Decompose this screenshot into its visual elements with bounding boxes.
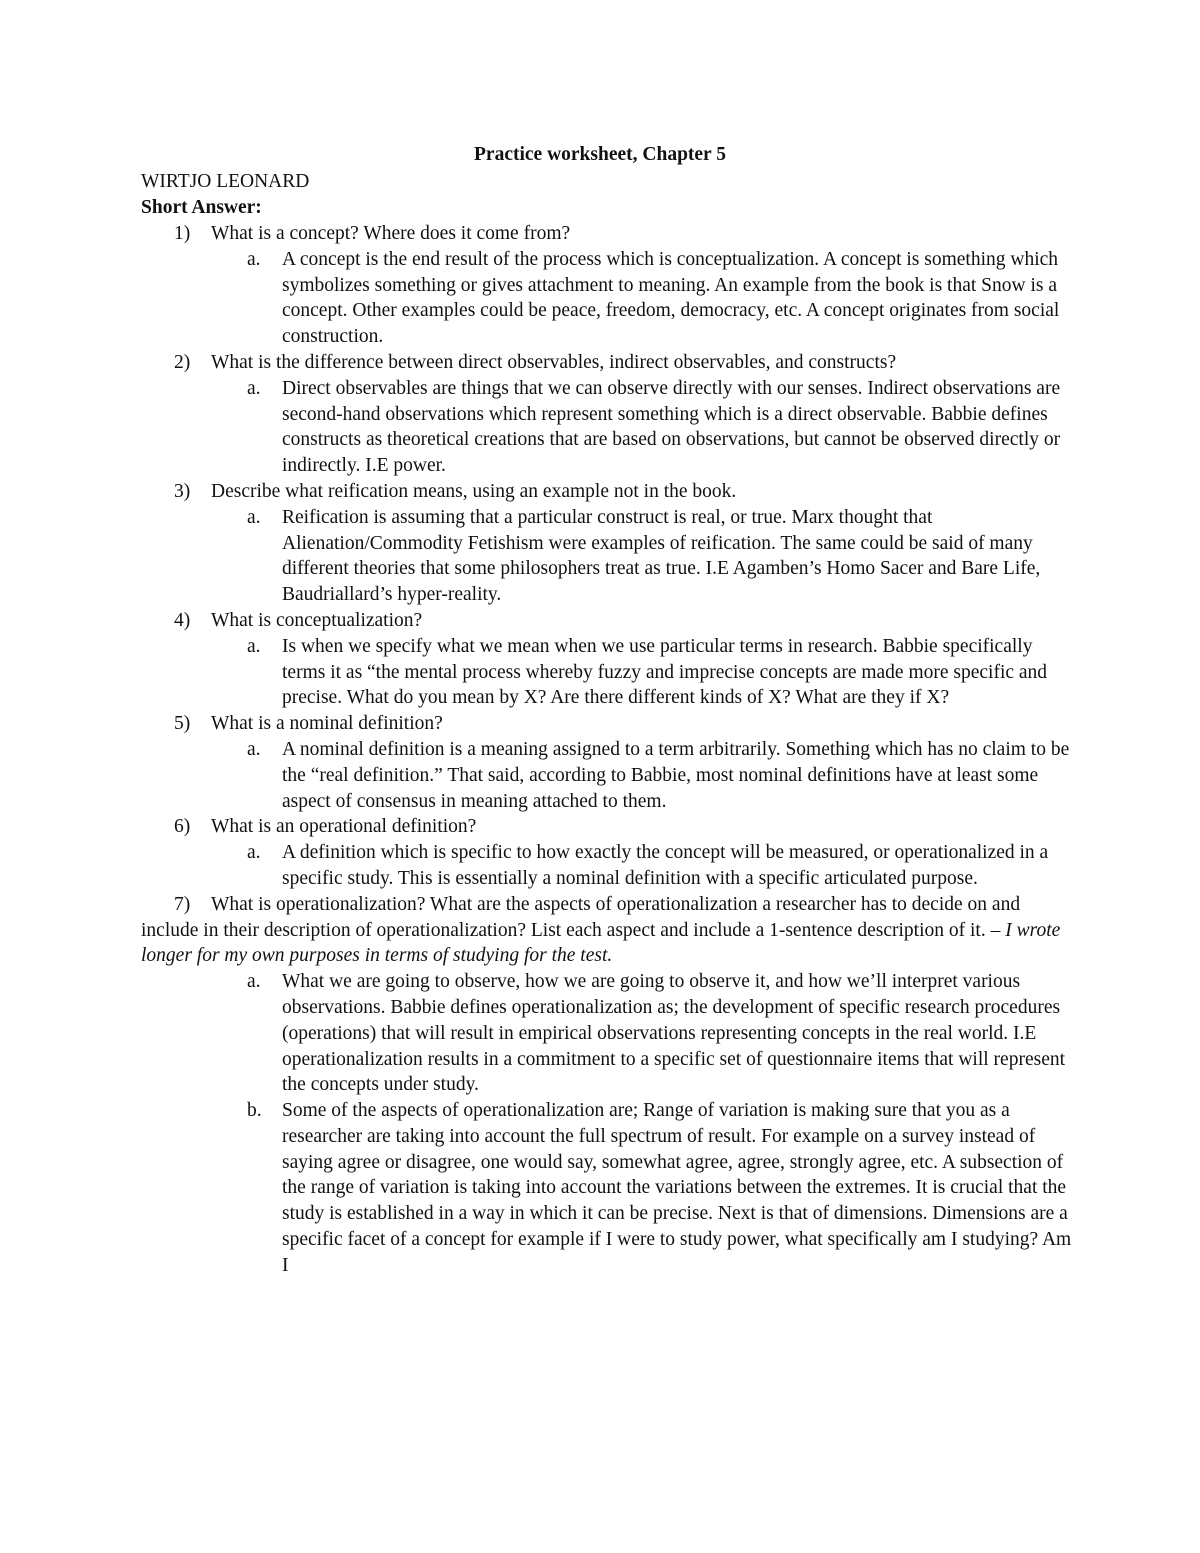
author-name: WIRTJO LEONARD bbox=[141, 171, 310, 192]
answer-letter: b. bbox=[247, 1100, 262, 1122]
answer-item bbox=[211, 634, 1076, 711]
question-number: 1) bbox=[174, 223, 191, 244]
question-text: What is a nominal definition? bbox=[211, 713, 443, 735]
answer-list bbox=[211, 247, 1076, 350]
answer-item bbox=[211, 505, 1076, 608]
answer-list bbox=[211, 969, 1076, 1279]
answer-text: Some of the aspects of operationalization are; Range of variation is making sure that you as a researcher are taking into account the full spectrum of result. For example on a survey instead of saying agree or disagree, one would say, somewhat agree, agree, strongly agree, etc. A subsection of the range of variation is taking into account the variations between the extremes. It is crucial that the study is established in a way in which it can be precise. Next is that of dimensions. Dimensions are a specific facet of a concept for example if I were to study power, what specifically am I studying? Am I bbox=[282, 1100, 1072, 1276]
question-number: 3) bbox=[174, 480, 191, 502]
question-list bbox=[141, 221, 1076, 1279]
answer-item bbox=[211, 840, 1076, 892]
question-text: What is a concept? Where does it come from? bbox=[211, 223, 571, 244]
section-heading: Short Answer: bbox=[141, 197, 262, 218]
answer-item bbox=[211, 376, 1076, 479]
question-text: What is conceptualization? bbox=[211, 609, 423, 631]
answer-list bbox=[211, 634, 1076, 711]
answer-text: A concept is the end result of the process which is conceptualization. A concept is something which symbolizes something or gives attachment to meaning. An example from the book is that Snow is a concept. Other examples could be peace, freedom, democracy, etc. A concept originates from social construction. bbox=[282, 248, 1060, 348]
question-text: Describe what reification means, using an example not in the book. bbox=[211, 480, 737, 502]
question-item bbox=[141, 350, 1076, 479]
answer-list bbox=[211, 376, 1076, 479]
answer-letter: a. bbox=[247, 738, 261, 760]
answer-list bbox=[211, 505, 1076, 608]
answer-item bbox=[211, 969, 1076, 1098]
question-number: 2) bbox=[174, 351, 191, 373]
question-item bbox=[141, 479, 1076, 608]
answer-text: A nominal definition is a meaning assigned to a term arbitrarily. Something which has no claim to be the “real definition.” That said, according to Babbie, most nominal definitions have at least some aspect of consensus in meaning attached to them. bbox=[282, 738, 1070, 812]
question-item bbox=[141, 711, 1076, 814]
answer-text: What we are going to observe, how we are going to observe it, and how we’ll interpret various observations. Babbie defines operationalization as; the development of specific research procedures (operations) that will result in empirical observations representing concepts in the real world. I.E operationalization results in a commitment to a specific set of questionnaire items that will represent the concepts under study. bbox=[282, 971, 1066, 1096]
answer-item bbox=[211, 247, 1076, 350]
answer-letter: a. bbox=[247, 248, 261, 270]
answer-letter: a. bbox=[247, 377, 261, 399]
question-text bbox=[141, 892, 1076, 969]
question-main-text: What is operationalization? What are the aspects of operationalization a researcher has to decide on and include in their description of operationalization? List each aspect and include a 1-sentence description of it. – bbox=[141, 893, 1021, 941]
answer-letter: a. bbox=[247, 506, 261, 528]
answer-item bbox=[211, 737, 1076, 814]
answer-letter: a. bbox=[247, 635, 261, 657]
document-title: Practice worksheet, Chapter 5 bbox=[474, 144, 726, 165]
question-number: 6) bbox=[174, 816, 191, 838]
question-text: What is the difference between direct observables, indirect observables, and constructs? bbox=[211, 351, 897, 373]
answer-list bbox=[211, 737, 1076, 814]
question-item bbox=[141, 814, 1076, 891]
question-number: 5) bbox=[174, 713, 191, 735]
answer-item bbox=[211, 1098, 1076, 1279]
question-item bbox=[141, 221, 1076, 350]
answer-letter: a. bbox=[247, 842, 261, 864]
answer-letter: a. bbox=[247, 971, 261, 993]
question-number: 7) bbox=[174, 893, 191, 915]
question-number: 4) bbox=[174, 609, 191, 631]
answer-text: Direct observables are things that we can observe directly with our senses. Indirect observations are second-hand observations which represent something which is a direct observable. Babbie defines constructs as theoretical creations that are based on observations, but cannot be observed directly or indirectly. I.E power. bbox=[282, 377, 1061, 477]
question-item bbox=[141, 608, 1076, 711]
question-text: What is an operational definition? bbox=[211, 816, 477, 838]
answer-list bbox=[211, 840, 1076, 892]
question-item bbox=[141, 892, 1076, 1279]
question-emphasis-note: I wrote longer for my own purposes in terms of studying for the test. bbox=[141, 919, 1061, 967]
answer-text: Reification is assuming that a particular construct is real, or true. Marx thought that Alienation/Commodity Fetishism were examples of reification. The same could be said of many different theories that some philosophers treat as true. I.E Agamben’s Homo Sacer and Bare Life, Baudriallard’s hyper-reality. bbox=[282, 506, 1041, 606]
answer-text: A definition which is specific to how exactly the concept will be measured, or operationalized in a specific study. This is essentially a nominal definition with a specific articulated purpose. bbox=[282, 842, 1049, 889]
answer-text: Is when we specify what we mean when we use particular terms in research. Babbie specifically terms it as “the mental process whereby fuzzy and imprecise concepts are made more specific and precise. What do you mean by X? Are there different kinds of X? What are they if X? bbox=[282, 635, 1048, 709]
